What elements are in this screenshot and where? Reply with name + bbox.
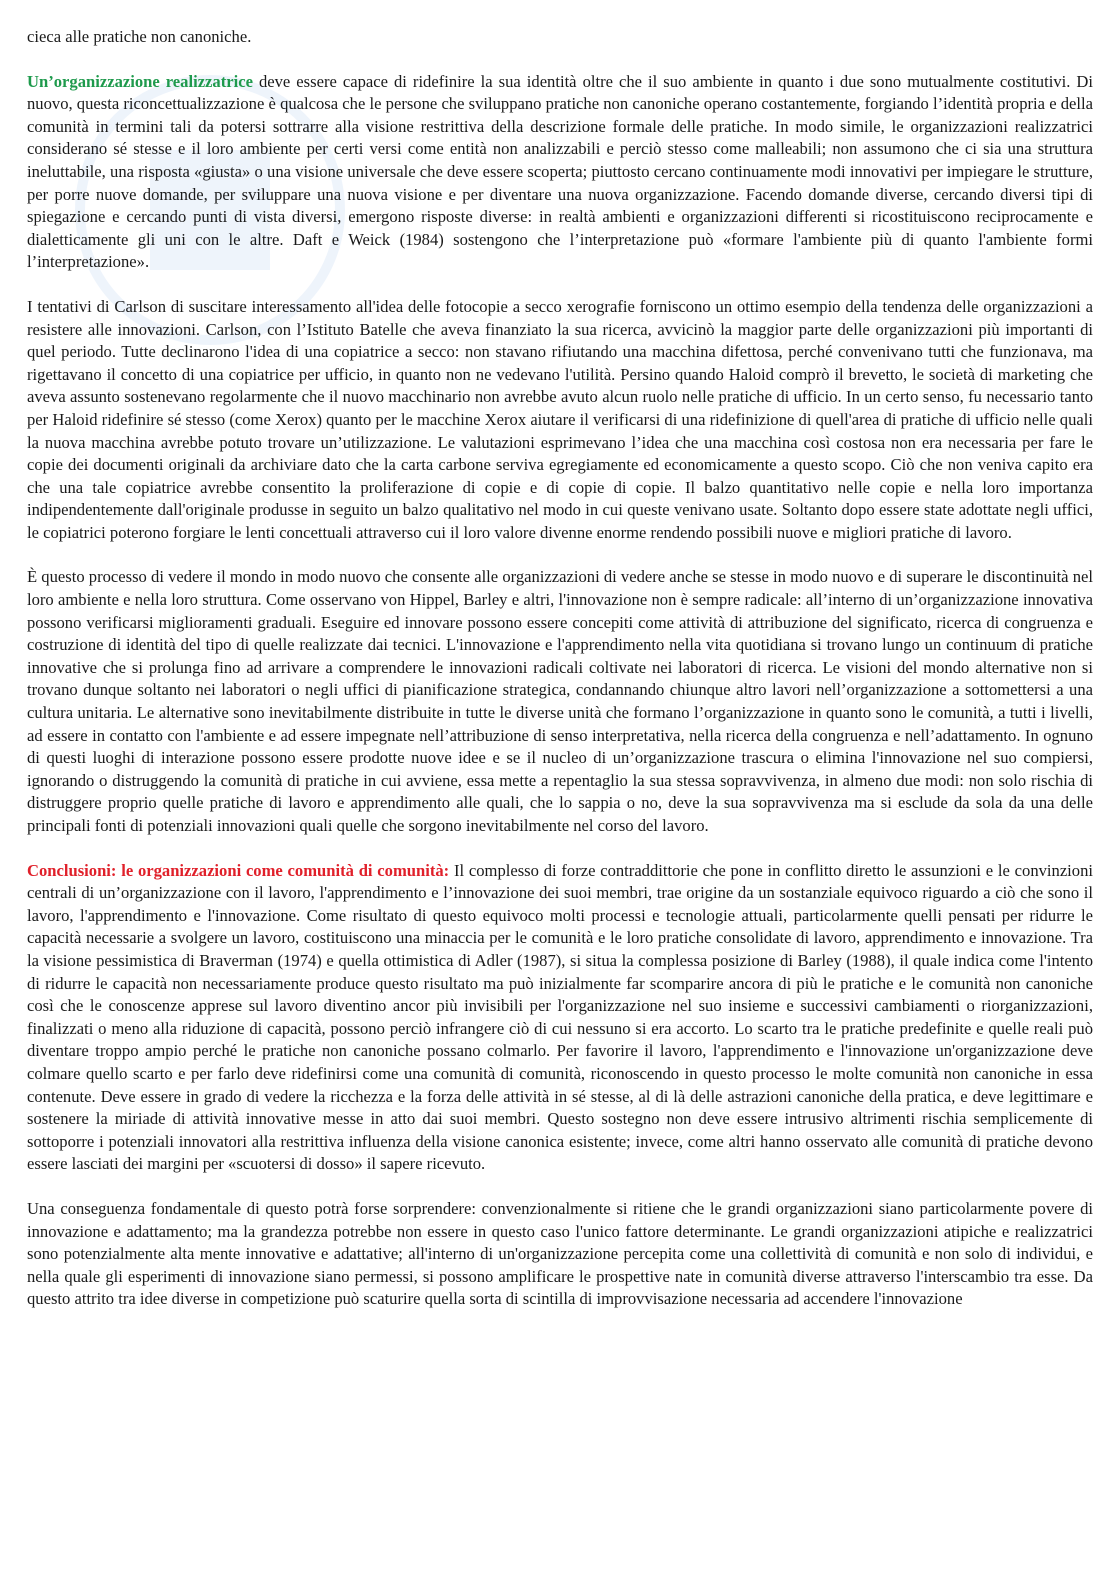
paragraph-body: Una conseguenza fondamentale di questo potrà forse sorprendere: convenzionalmente si ritiene che le grandi organizzazioni siano particolarmente povere di innovazione e adattamento; ma la grandezza potrebbe non essere in questo caso l'unico fattore determinante. Le grandi organizzazioni atipiche e realizzatrici sono potenzialmente alta mente innovative e adattative; all'interno di un'organizzazione percepita come una collettività di comunità e non solo di individui, e nella quale gli esperimenti di innovazione siano permessi, si possono amplificare le prospettive nate in comunità diverse attraverso l'interscambio tra esse. Da questo attrito tra idee diverse in competizione può scaturire quella sorta di scintilla di improvvisazione necessaria ad accendere l'innovazione <box>27 1198 1093 1309</box>
paragraph-body: È questo processo di vedere il mondo in modo nuovo che consente alle organizzazioni di vedere anche se stesse in modo nuovo e di superare le discontinuità nel loro ambiente e nella loro struttura. Come osservano von Hippel, Barley e altri, l'innovazione non è sempre radicale: all’interno di un’organizzazione innovativa possono verificarsi miglioramenti graduali. Eseguire ed innovare possono essere concepiti come attività di attribuzione del significato, ricerca di congruenza e costruzione di identità del tipo di quelle realizzate dai tecnici. L'innovazione e l'apprendimento nella vita quotidiana si trovano lungo un continuum di pratiche innovative che si prolunga fino ad arrivare a comprendere le innovazioni radicali coltivate nei laboratori di ricerca. Le visioni del mondo alternative non si trovano dunque soltanto nei laboratori o negli uffici di pianificazione strategica, condannando chiunque altro lavori nell’organizzazione a sottomettersi a una cultura unitaria. Le alternative sono inevitabilmente distribuite in tutte le diverse unità che formano l’organizzazione in quanto sono le comunità, a tutti i livelli, ad essere in contatto con l'ambiente e ad essere impegnate nell’attribuzione di senso interpretativa, nella ricerca della congruenza e nell’adattamento. In ognuno di questi luoghi di interazione possono essere prodotte nuove idee e se il nucleo di un’organizzazione trascura o elimina l'innovazione nel suo compiersi, ignorando o distruggendo la comunità di pratiche in cui avviene, essa mette a repentaglio la sua stessa sopravvivenza, in almeno due modi: non solo rischia di distruggere proprio quelle pratiche di lavoro e apprendimento alle quali, che lo sappia o no, deve la sua sopravvivenza ma si esclude da sola da una delle principali fonti di potenziali innovazioni quali quelle che sorgono inevitabilmente nel corso del lavoro. <box>27 567 1093 835</box>
paragraph-body: deve essere capace di ridefinire la sua identità oltre che il suo ambiente in quanto i due sono mutualmente costitutivi. Di nuovo, questa riconcettualizzazione è qualcosa che le persone che sviluppano pratiche non canoniche operano costantemente, forgiando l’identità propria e della comunità in termini tali da potersi sottrarre alla visione restrittiva della descrizione formale delle pratiche. In modo simile, le organizzazioni realizzatrici considerano sé stesse e il loro ambiente per certi versi come entità non analizzabili e perciò stesso come malleabili; non assumono che ci sia una struttura ineluttabile, una risposta «giusta» o una visione universale che deve essere scoperta; piuttosto cercano continuamente modi innovativi per impiegare le strutture, per porre nuove domande, per sviluppare una nuova visione e per diventare una nuova organizzazione. Facendo domande diverse, cercando diversi tipi di spiegazione e cercando punti di vista diversi, emergono risposte diverse: in realtà ambienti e organizzazioni differenti si ricostituiscono reciprocamente e dialetticamente gli uni con le altre. Daft e Weick (1984) sostengono che l’interpretazione può «formare l'ambiente più di quanto l'ambiente formi l’interpretazione». <box>27 71 1093 272</box>
document-page <box>27 26 1093 1333</box>
paragraph-conseguenza <box>27 1198 1093 1311</box>
paragraph-processo <box>27 566 1093 837</box>
paragraph-organizzazione-realizzatrice <box>27 71 1093 274</box>
intro-line: cieca alle pratiche non canoniche. <box>27 27 252 46</box>
paragraph-conclusioni <box>27 860 1093 1176</box>
heading-conclusioni: Conclusioni: le organizzazioni come comunità di comunità: <box>27 860 450 880</box>
heading-organizzazione-realizzatrice: Un’organizzazione realizzatrice <box>27 71 253 91</box>
paragraph-carlson <box>27 296 1093 545</box>
paragraph-body: Il complesso di forze contraddittorie che pone in conflitto diretto le assunzioni e le convinzioni centrali di un’organizzazione con il lavoro, l'apprendimento e l’innovazione dei suoi membri, trae origine da un sostanziale equivoco riguardo a ciò che sono il lavoro, l'apprendimento e l'innovazione. Come risultato di questo equivoco molti processi e tecnologie attuali, particolarmente quelli pensati per ridurre le capacità necessarie a svolgere un lavoro, costituiscono una minaccia per le comunità e le loro pratiche consolidate di lavoro, apprendimento e innovazione. Tra la visione pessimistica di Braverman (1974) e quella ottimistica di Adler (1987), si situa la complessa posizione di Barley (1988), il quale indica come l'intento di ridurre le capacità non necessariamente produce questo risultato ma può inizialmente far scomparire ancora di più le pratiche e le comunità non canoniche così che le conoscenze apprese sul lavoro diventino ancor più invisibili per l'organizzazione nel suo insieme e successivi cambiamenti o riorganizzazioni, finalizzati o meno alla riduzione di capacità, possono perciò infrangere ciò di cui nessuno si era accorto. Lo scarto tra le pratiche predefinite e quelle reali può diventare troppo ampio perché le pratiche non canoniche possano colmarlo. Per favorire il lavoro, l'apprendimento e l'innovazione un'organizzazione deve colmare quello scarto e per farlo deve ridefinirsi come una comunità di comunità, riconoscendo in questo processo le molte comunità non canoniche in essa contenute. Deve essere in grado di vedere la ricchezza e la forza delle attività in sé stesse, al di là delle astrazioni canoniche della pratica, e deve legittimare e sostenere la miriade di attività innovative messe in atto dai suoi membri. Questo sostegno non deve essere intrusivo altrimenti rischia semplicemente di sottoporre i potenziali innovatori alla restrittiva influenza della visione canonica esistente; invece, come altri hanno osservato alle comunità di pratiche devono essere lasciati dei margini per «scuotersi di dosso» il sapere ricevuto. <box>27 860 1093 1174</box>
paragraph-body: I tentativi di Carlson di suscitare interessamento all'idea delle fotocopie a secco xerografie forniscono un ottimo esempio della tendenza delle organizzazioni a resistere alle innovazioni. Carlson, con l’Istituto Batelle che aveva finanziato la sua ricerca, avvicinò la maggior parte delle organizzazioni più importanti di quel periodo. Tutte declinarono l'idea di una copiatrice a secco: non stavano rifiutando una macchina difettosa, perché convenivano tutti che funzionava, ma rigettavano il concetto di una copiatrice per ufficio, in quanto non ne vedevano l'utilità. Persino quando Haloid comprò il brevetto, le società di marketing che aveva assunto sostenevano regolarmente che il nuovo macchinario non avrebbe avuto alcun ruolo nelle pratiche di ufficio. In un certo senso, fu necessario tanto per Haloid ridefinire sé stesso (come Xerox) quanto per le macchine Xerox aiutare il verificarsi di una ridefinizione di quell'area di pratiche di ufficio nelle quali la nuova macchina avrebbe potuto trovare un’utilizzazione. Le valutazioni esprimevano l’idea che una macchina così costosa non era necessaria per fare le copie dei documenti originali da archiviare dato che la carta carbone serviva egregiamente ed economicamente a questo scopo. Ciò che non veniva capito era che una tale copiatrice avrebbe consentito la proliferazione di copie e di copie di copie. Il balzo quantitativo nelle copie e nella loro importanza indipendentemente dall'originale produsse in seguito un balzo qualitativo nel modo in cui queste venivano usate. Soltanto dopo essere state adottate negli uffici, le copiatrici poterono forgiare le lenti concettuali attraverso cui il loro valore divenne enorme rendendo possibili nuove e migliori pratiche di lavoro. <box>27 296 1093 542</box>
